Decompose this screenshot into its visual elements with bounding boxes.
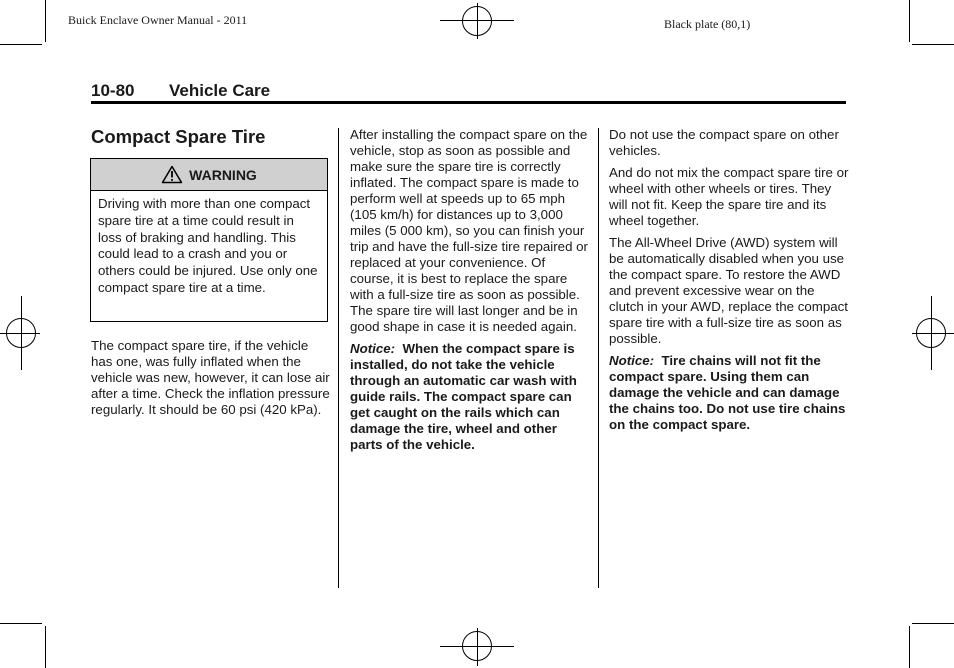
section-title: Compact Spare Tire [91,126,266,147]
crop-mark [0,623,42,624]
crop-mark [45,0,46,42]
column-1-body [91,338,331,424]
warning-label: WARNING [189,166,257,183]
notice-label: Notice: [609,353,655,368]
paragraph: After installing the compact spare on the vehicle, stop as soon as possible and make sure the spare tire is correctly inflated. The compact spare is made to perform well at speeds up to 65 mph (105 km/h) for distances up to 3,000 miles (5 000 km), so you can finish your trip and have the full-size tire repaired or replaced at your convenience. Of course, it is best to replace the spare with a full-size tire as soon as possible. The spare tire will last longer and be in good shape in case it is needed again. [350,127,588,334]
column-divider [598,128,599,588]
crop-mark [45,626,46,668]
paragraph: Do not use the compact spare on other vehicles. [609,127,839,158]
crop-mark [0,44,42,45]
paragraph: The All-Wheel Drive (AWD) system will be automatically disabled when you use the compact spare. To restore the AWD and prevent excessive wear on the clutch in your AWD, replace the compact spare tire with a full-size tire as soon as possible. [609,235,848,346]
section-name: Vehicle Care [169,81,271,100]
page-heading [91,81,270,101]
heading-rule [91,101,846,104]
notice-text: Tire chains will not fit the compact spare. Using them can damage the vehicle and can damage the chains too. Do not use tire chains on the compact spare. [609,353,846,432]
paragraph: The compact spare tire, if the vehicle has one, was fully inflated when the vehicle was new, however, it can lose air after a time. Check the inflation pressure regularly. It should be 60 psi (420 kPa). [91,338,330,417]
crop-mark [909,626,910,668]
warning-box [90,158,328,322]
warning-text: Driving with more than one compact spare tire at a time could result in loss of braking and handling. This could lead to a crash and you or others could be injured. Use only one compact spare tire at a time. [98,196,318,295]
warning-triangle-icon [161,165,183,184]
column-2-body [350,127,590,459]
page-number: 10-80 [91,81,135,100]
notice-text: When the compact spare is installed, do not take the vehicle through an automatic car wash with guide rails. The compact spare can get caught on the rails which can damage the tire, wheel and other parts of the vehicle. [350,341,577,452]
notice-label: Notice: [350,341,396,356]
crop-mark [909,0,910,42]
notice-paragraph [609,353,849,433]
crop-mark [912,44,954,45]
manual-title: Buick Enclave Owner Manual - 2011 [68,13,248,27]
column-3-body [609,127,849,439]
column-divider [338,128,339,588]
notice-paragraph [350,341,590,453]
plate-label: Black plate (80,1) [664,17,751,31]
warning-header [91,159,327,191]
crop-mark [912,623,954,624]
paragraph: And do not mix the compact spare tire or wheel with other wheels or tires. They will not fit. Keep the spare tire and its wheel together. [609,165,849,228]
